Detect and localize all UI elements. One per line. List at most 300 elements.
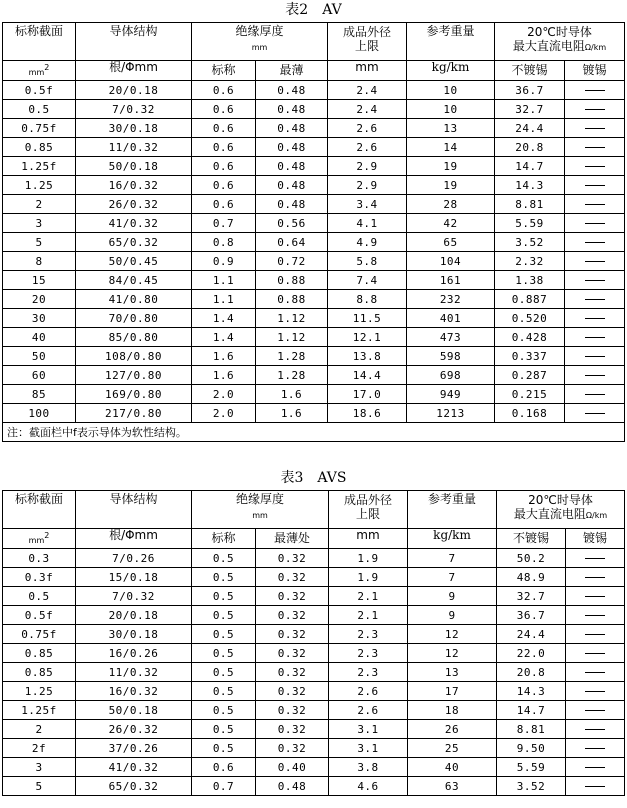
cell-weight: 9 (408, 587, 497, 606)
cell-resistance-tinned (566, 777, 625, 796)
cell-resistance-tinned (566, 644, 625, 663)
cell-weight: 12 (408, 644, 497, 663)
cell-conductor: 15/0.18 (76, 568, 192, 587)
cell-weight: 10 (407, 100, 495, 119)
header-untinned: 不镀锡 (495, 61, 565, 81)
cell-resistance-tinned (566, 739, 625, 758)
cell-resistance-untinned: 14.3 (497, 682, 566, 701)
cell-insulation-min: 0.32 (256, 625, 329, 644)
cell-insulation-nominal: 2.0 (192, 385, 256, 404)
table-row (3, 385, 625, 404)
cell-nominal-section: 1.25 (3, 682, 76, 701)
header-nominal-section: 标称截面 (3, 491, 76, 529)
cell-outer-diameter: 1.9 (329, 549, 408, 568)
cell-conductor: 11/0.32 (76, 663, 192, 682)
header-resistance (495, 23, 625, 61)
dash-mark (585, 204, 605, 205)
header-untinned: 不镀锡 (497, 529, 566, 549)
cell-outer-diameter: 2.9 (328, 157, 407, 176)
cell-outer-diameter: 2.6 (328, 119, 407, 138)
dash-mark (585, 634, 605, 635)
dash-mark (585, 596, 605, 597)
cell-resistance-tinned (565, 100, 625, 119)
cell-insulation-nominal: 0.5 (192, 625, 256, 644)
header-insulation-nominal: 标称 (192, 61, 256, 81)
cell-nominal-section: 0.3 (3, 549, 76, 568)
cell-insulation-nominal: 0.6 (192, 81, 256, 100)
cell-weight: 26 (408, 720, 497, 739)
cell-nominal-section: 0.85 (3, 138, 76, 157)
cell-nominal-section: 0.85 (3, 663, 76, 682)
table-row (3, 138, 625, 157)
cell-resistance-untinned: 36.7 (495, 81, 565, 100)
cell-weight: 19 (407, 176, 495, 195)
cell-conductor: 16/0.32 (76, 682, 192, 701)
header-resistance-line2: 最大直流电阻 (513, 507, 586, 521)
header-conductor: 导体结构 (76, 491, 192, 529)
cell-outer-diameter: 2.6 (329, 682, 408, 701)
cell-weight: 40 (408, 758, 497, 777)
header-insulation (192, 491, 329, 529)
cell-weight: 161 (407, 271, 495, 290)
table-row (3, 214, 625, 233)
cell-conductor: 7/0.32 (76, 587, 192, 606)
cell-insulation-min: 0.48 (256, 100, 328, 119)
cell-insulation-min: 0.32 (256, 720, 329, 739)
dash-mark (585, 299, 605, 300)
cell-conductor: 7/0.26 (76, 549, 192, 568)
cell-weight: 473 (407, 328, 495, 347)
table3-avs (2, 490, 625, 796)
cell-conductor: 26/0.32 (76, 720, 192, 739)
cell-weight: 17 (408, 682, 497, 701)
cell-outer-diameter: 2.3 (329, 625, 408, 644)
cell-insulation-min: 0.48 (256, 157, 328, 176)
cell-insulation-min: 0.72 (256, 252, 328, 271)
cell-resistance-untinned: 48.9 (497, 568, 566, 587)
cell-outer-diameter: 11.5 (328, 309, 407, 328)
dash-mark (585, 90, 605, 91)
cell-conductor: 41/0.32 (76, 758, 192, 777)
cell-nominal-section: 0.85 (3, 644, 76, 663)
cell-resistance-tinned (566, 682, 625, 701)
cell-nominal-section: 15 (3, 271, 76, 290)
cell-nominal-section: 8 (3, 252, 76, 271)
cell-insulation-nominal: 1.1 (192, 271, 256, 290)
cell-nominal-section: 0.75f (3, 625, 76, 644)
cell-outer-diameter: 3.4 (328, 195, 407, 214)
cell-weight: 104 (407, 252, 495, 271)
cell-resistance-tinned (565, 214, 625, 233)
header-outer-diameter-line2: 上限 (355, 507, 380, 521)
table2-note: 注：截面栏中f表示导体为软性结构。 (3, 423, 625, 442)
cell-resistance-untinned: 3.52 (495, 233, 565, 252)
cell-insulation-min: 1.6 (256, 404, 328, 423)
header-outer-diameter-unit: mm (329, 529, 408, 549)
table-row (3, 549, 625, 568)
cell-outer-diameter: 2.1 (329, 606, 408, 625)
cell-weight: 7 (408, 549, 497, 568)
cell-insulation-min: 0.32 (256, 739, 329, 758)
cell-insulation-min: 0.32 (256, 644, 329, 663)
cell-nominal-section: 0.5 (3, 587, 76, 606)
cell-nominal-section: 2f (3, 739, 76, 758)
cell-weight: 9 (408, 606, 497, 625)
cell-insulation-nominal: 1.1 (192, 290, 256, 309)
cell-insulation-nominal: 1.6 (192, 347, 256, 366)
table-row (3, 176, 625, 195)
header-insulation-min: 最薄 (256, 61, 328, 81)
dash-mark (585, 337, 605, 338)
table-row (3, 739, 625, 758)
cell-insulation-min: 0.48 (256, 176, 328, 195)
cell-insulation-nominal: 1.4 (192, 328, 256, 347)
dash-mark (585, 261, 605, 262)
cell-resistance-untinned: 20.8 (495, 138, 565, 157)
cell-insulation-min: 1.6 (256, 385, 328, 404)
dash-mark (585, 748, 605, 749)
cell-insulation-nominal: 0.5 (192, 682, 256, 701)
cell-insulation-min: 0.32 (256, 549, 329, 568)
cell-nominal-section: 0.5f (3, 81, 76, 100)
cell-outer-diameter: 2.3 (329, 663, 408, 682)
dash-mark (585, 223, 605, 224)
cell-resistance-tinned (565, 252, 625, 271)
cell-insulation-nominal: 0.5 (192, 606, 256, 625)
cell-insulation-nominal: 1.6 (192, 366, 256, 385)
cell-weight: 13 (407, 119, 495, 138)
cell-insulation-min: 0.64 (256, 233, 328, 252)
cell-insulation-min: 0.32 (256, 682, 329, 701)
cell-resistance-tinned (566, 606, 625, 625)
cell-weight: 28 (407, 195, 495, 214)
cell-conductor: 169/0.80 (76, 385, 192, 404)
cell-insulation-nominal: 0.6 (192, 100, 256, 119)
table-row (3, 682, 625, 701)
cell-outer-diameter: 3.8 (329, 758, 408, 777)
dash-mark (585, 109, 605, 110)
table-row (3, 195, 625, 214)
cell-nominal-section: 5 (3, 777, 76, 796)
header-outer-diameter-line1: 成品外径 (343, 493, 392, 507)
cell-resistance-untinned: 0.337 (495, 347, 565, 366)
cell-nominal-section: 20 (3, 290, 76, 309)
cell-weight: 42 (407, 214, 495, 233)
cell-insulation-min: 0.88 (256, 271, 328, 290)
cell-conductor: 30/0.18 (76, 625, 192, 644)
header-tinned: 镀锡 (565, 61, 625, 81)
cell-insulation-min: 0.48 (256, 81, 328, 100)
cell-outer-diameter: 7.4 (328, 271, 407, 290)
table2-av (2, 22, 625, 442)
cell-outer-diameter: 2.4 (328, 100, 407, 119)
header-resistance-line1: 20℃时导体 (527, 25, 592, 39)
cell-resistance-untinned: 0.887 (495, 290, 565, 309)
cell-insulation-nominal: 2.0 (192, 404, 256, 423)
cell-insulation-nominal: 0.5 (192, 568, 256, 587)
header-insulation (192, 23, 328, 61)
cell-resistance-untinned: 24.4 (497, 625, 566, 644)
header-insulation-unit: mm (251, 43, 268, 52)
cell-conductor: 50/0.45 (76, 252, 192, 271)
cell-insulation-nominal: 0.8 (192, 233, 256, 252)
header-resistance-unit: Ω/km (584, 43, 607, 52)
header-nominal-section-unit: $mm^2$ (3, 61, 76, 81)
table-row (3, 606, 625, 625)
cell-conductor: 41/0.80 (76, 290, 192, 309)
cell-weight: 19 (407, 157, 495, 176)
cell-conductor: 20/0.18 (76, 81, 192, 100)
cell-insulation-nominal: 0.6 (192, 758, 256, 777)
dash-mark (585, 786, 605, 787)
cell-nominal-section: 2 (3, 720, 76, 739)
cell-outer-diameter: 17.0 (328, 385, 407, 404)
cell-insulation-min: 1.28 (256, 366, 328, 385)
dash-mark (585, 242, 605, 243)
cell-resistance-tinned (566, 549, 625, 568)
header-insulation-nominal: 标称 (192, 529, 256, 549)
header-outer-diameter (328, 23, 407, 61)
cell-insulation-min: 0.56 (256, 214, 328, 233)
dash-mark (585, 729, 605, 730)
cell-nominal-section: 0.75f (3, 119, 76, 138)
table-row (3, 347, 625, 366)
dash-mark (585, 767, 605, 768)
cell-nominal-section: 50 (3, 347, 76, 366)
table-row (3, 587, 625, 606)
header-outer-diameter-line2: 上限 (354, 39, 379, 53)
cell-resistance-tinned (565, 81, 625, 100)
cell-nominal-section: 3 (3, 758, 76, 777)
cell-weight: 25 (408, 739, 497, 758)
cell-conductor: 65/0.32 (76, 777, 192, 796)
table-row (3, 157, 625, 176)
cell-insulation-nominal: 0.6 (192, 195, 256, 214)
cell-insulation-nominal: 0.6 (192, 176, 256, 195)
cell-insulation-min: 0.32 (256, 663, 329, 682)
cell-insulation-min: 0.88 (256, 290, 328, 309)
cell-outer-diameter: 14.4 (328, 366, 407, 385)
cell-conductor: 50/0.18 (76, 701, 192, 720)
cell-nominal-section: 0.5 (3, 100, 76, 119)
header-conductor-unit: 根/Φmm (76, 61, 192, 81)
header-outer-diameter (329, 491, 408, 529)
cell-weight: 401 (407, 309, 495, 328)
cell-conductor: 41/0.32 (76, 214, 192, 233)
cell-resistance-untinned: 14.3 (495, 176, 565, 195)
cell-resistance-tinned (566, 587, 625, 606)
header-weight: 参考重量 (407, 23, 495, 61)
cell-outer-diameter: 2.6 (329, 701, 408, 720)
cell-insulation-min: 1.12 (256, 309, 328, 328)
table-row (3, 309, 625, 328)
cell-insulation-min: 0.48 (256, 119, 328, 138)
cell-insulation-min: 0.32 (256, 587, 329, 606)
table-row (3, 252, 625, 271)
cell-outer-diameter: 13.8 (328, 347, 407, 366)
cell-resistance-tinned (565, 309, 625, 328)
table-row (3, 271, 625, 290)
cell-resistance-tinned (565, 290, 625, 309)
cell-outer-diameter: 4.6 (329, 777, 408, 796)
cell-conductor: 20/0.18 (76, 606, 192, 625)
header-resistance-line2: 最大直流电阻 (512, 39, 585, 53)
cell-nominal-section: 30 (3, 309, 76, 328)
table-row (3, 777, 625, 796)
cell-conductor: 11/0.32 (76, 138, 192, 157)
cell-insulation-nominal: 0.6 (192, 138, 256, 157)
dash-mark (585, 394, 605, 395)
cell-weight: 232 (407, 290, 495, 309)
dash-mark (585, 166, 605, 167)
cell-outer-diameter: 4.9 (328, 233, 407, 252)
cell-conductor: 127/0.80 (76, 366, 192, 385)
cell-conductor: 65/0.32 (76, 233, 192, 252)
cell-weight: 1213 (407, 404, 495, 423)
cell-weight: 65 (407, 233, 495, 252)
header-nominal-section: 标称截面 (3, 23, 76, 61)
dash-mark (585, 128, 605, 129)
table-row (3, 644, 625, 663)
dash-mark (585, 653, 605, 654)
header-weight: 参考重量 (408, 491, 497, 529)
cell-outer-diameter: 2.6 (328, 138, 407, 157)
cell-resistance-tinned (566, 568, 625, 587)
header-weight-unit: kg/km (408, 529, 497, 549)
cell-insulation-nominal: 0.5 (192, 587, 256, 606)
cell-insulation-min: 0.32 (256, 701, 329, 720)
cell-insulation-nominal: 0.7 (192, 777, 256, 796)
dash-mark (585, 710, 605, 711)
cell-nominal-section: 1.25 (3, 176, 76, 195)
cell-weight: 13 (408, 663, 497, 682)
table-row (3, 366, 625, 385)
header-insulation-unit: mm (252, 511, 268, 520)
cell-insulation-nominal: 0.5 (192, 739, 256, 758)
cell-resistance-tinned (566, 701, 625, 720)
cell-conductor: 7/0.32 (76, 100, 192, 119)
table-row (3, 625, 625, 644)
cell-resistance-untinned: 14.7 (495, 157, 565, 176)
cell-resistance-untinned: 2.32 (495, 252, 565, 271)
cell-resistance-tinned (565, 233, 625, 252)
cell-insulation-min: 1.28 (256, 347, 328, 366)
cell-resistance-tinned (565, 157, 625, 176)
cell-weight: 949 (407, 385, 495, 404)
dash-mark (585, 318, 605, 319)
table-row (3, 290, 625, 309)
cell-nominal-section: 2 (3, 195, 76, 214)
header-insulation-min: 最薄处 (256, 529, 329, 549)
cell-resistance-untinned: 3.52 (497, 777, 566, 796)
cell-resistance-tinned (565, 271, 625, 290)
cell-conductor: 30/0.18 (76, 119, 192, 138)
cell-insulation-min: 0.48 (256, 195, 328, 214)
cell-outer-diameter: 2.4 (328, 81, 407, 100)
cell-resistance-tinned (566, 663, 625, 682)
dash-mark (585, 280, 605, 281)
cell-resistance-untinned: 0.215 (495, 385, 565, 404)
cell-nominal-section: 40 (3, 328, 76, 347)
cell-resistance-untinned: 8.81 (497, 720, 566, 739)
cell-weight: 7 (408, 568, 497, 587)
cell-nominal-section: 1.25f (3, 701, 76, 720)
cell-resistance-tinned (565, 366, 625, 385)
header-insulation-label: 绝缘厚度 (235, 492, 284, 506)
header-outer-diameter-unit: mm (328, 61, 407, 81)
cell-resistance-untinned: 5.59 (495, 214, 565, 233)
table2-caption: 表2 AV (285, 2, 342, 18)
cell-nominal-section: 0.5f (3, 606, 76, 625)
cell-conductor: 108/0.80 (76, 347, 192, 366)
cell-resistance-tinned (566, 758, 625, 777)
header-conductor: 导体结构 (76, 23, 192, 61)
cell-conductor: 84/0.45 (76, 271, 192, 290)
table-row (3, 100, 625, 119)
header-insulation-label: 绝缘厚度 (235, 24, 284, 38)
cell-insulation-min: 0.48 (256, 138, 328, 157)
header-tinned: 镀锡 (566, 529, 625, 549)
cell-nominal-section: 0.3f (3, 568, 76, 587)
table-row (3, 404, 625, 423)
table-row (3, 720, 625, 739)
cell-insulation-nominal: 0.5 (192, 701, 256, 720)
cell-insulation-min: 0.48 (256, 777, 329, 796)
cell-resistance-untinned: 1.38 (495, 271, 565, 290)
table-row (3, 81, 625, 100)
dash-mark (585, 672, 605, 673)
cell-nominal-section: 3 (3, 214, 76, 233)
cell-resistance-tinned (565, 195, 625, 214)
cell-weight: 63 (408, 777, 497, 796)
cell-insulation-min: 0.32 (256, 568, 329, 587)
dash-mark (585, 558, 605, 559)
cell-resistance-untinned: 0.520 (495, 309, 565, 328)
cell-outer-diameter: 2.1 (329, 587, 408, 606)
header-outer-diameter-line1: 成品外径 (342, 25, 391, 39)
cell-outer-diameter: 4.1 (328, 214, 407, 233)
cell-resistance-untinned: 36.7 (497, 606, 566, 625)
cell-nominal-section: 85 (3, 385, 76, 404)
cell-conductor: 70/0.80 (76, 309, 192, 328)
table-row (3, 758, 625, 777)
dash-mark (585, 185, 605, 186)
cell-resistance-untinned: 22.0 (497, 644, 566, 663)
cell-resistance-untinned: 32.7 (497, 587, 566, 606)
cell-resistance-tinned (565, 404, 625, 423)
cell-outer-diameter: 1.9 (329, 568, 408, 587)
cell-nominal-section: 1.25f (3, 157, 76, 176)
cell-outer-diameter: 12.1 (328, 328, 407, 347)
cell-resistance-tinned (566, 720, 625, 739)
cell-resistance-untinned: 8.81 (495, 195, 565, 214)
cell-insulation-nominal: 0.5 (192, 549, 256, 568)
cell-resistance-tinned (565, 328, 625, 347)
cell-conductor: 37/0.26 (76, 739, 192, 758)
dash-mark (585, 413, 605, 414)
cell-resistance-tinned (566, 625, 625, 644)
cell-resistance-untinned: 32.7 (495, 100, 565, 119)
cell-conductor: 85/0.80 (76, 328, 192, 347)
header-nominal-section-unit: $mm^2$ (3, 529, 76, 549)
cell-outer-diameter: 18.6 (328, 404, 407, 423)
cell-resistance-tinned (565, 119, 625, 138)
table-row (3, 233, 625, 252)
cell-insulation-nominal: 0.5 (192, 720, 256, 739)
dash-mark (585, 375, 605, 376)
cell-insulation-min: 0.40 (256, 758, 329, 777)
cell-resistance-tinned (565, 385, 625, 404)
